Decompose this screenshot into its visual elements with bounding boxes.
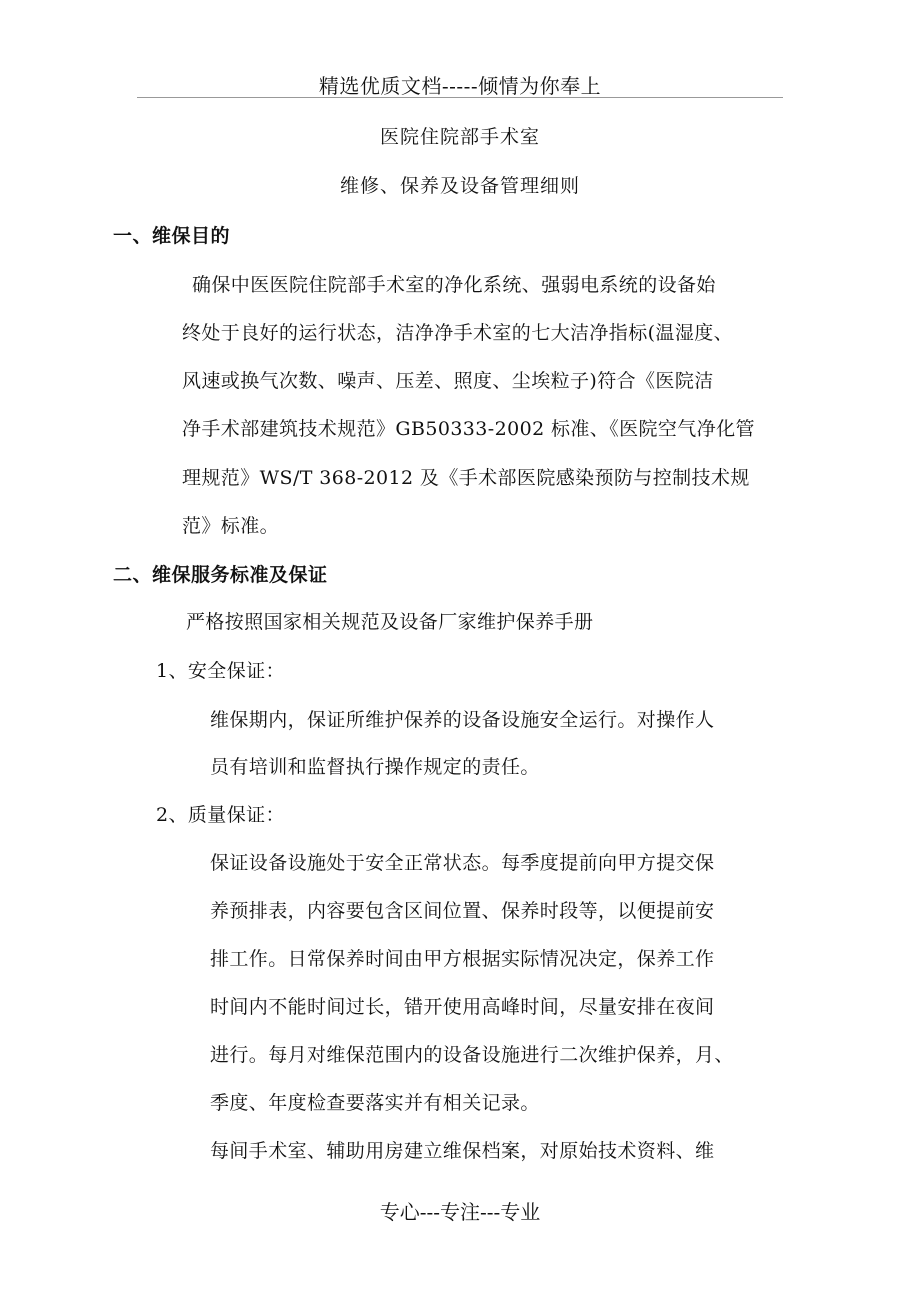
section2-heading: 二、维保服务标准及保证	[113, 564, 328, 586]
item1-label: 1、安全保证：	[156, 660, 285, 682]
item2-line: 时间内不能时间过长，错开使用高峰时间，尽量安排在夜间	[210, 996, 715, 1018]
section1-line: 理规范》WS/T 368-2012 及《手术部医院感染预防与控制技术规	[182, 467, 750, 489]
document-title-line1: 医院住院部手术室	[379, 126, 540, 148]
section1-line: 终处于良好的运行状态，洁净净手术室的七大洁净指标(温湿度、	[182, 322, 734, 344]
item1-line: 员有培训和监督执行操作规定的责任。	[210, 756, 540, 778]
item2-line: 养预排表，内容要包含区间位置、保养时段等，以便提前安	[210, 900, 715, 922]
item2-label: 2、质量保证：	[156, 804, 285, 826]
page-footer: 专心---专注---专业	[379, 1200, 541, 1224]
section1-heading: 一、维保目的	[113, 225, 231, 247]
section1-line: 确保中医医院住院部手术室的净化系统、强弱电系统的设备始	[192, 274, 716, 296]
item2-line: 每间手术室、辅助用房建立维保档案，对原始技术资料、维	[210, 1140, 715, 1162]
item2-line: 保证设备设施处于安全正常状态。每季度提前向甲方提交保	[210, 852, 715, 874]
document-title-line2: 维修、保养及设备管理细则	[339, 175, 580, 197]
item2-line: 季度、年度检查要落实并有相关记录。	[210, 1092, 540, 1114]
section1-line: 风速或换气次数、噪声、压差、照度、尘埃粒子)符合《医院洁	[182, 370, 714, 392]
section2-intro: 严格按照国家相关规范及设备厂家维护保养手册	[186, 611, 594, 633]
section1-line: 净手术部建筑技术规范》GB50333-2002 标准、《医院空气净化管	[182, 418, 755, 440]
item1-line: 维保期内，保证所维护保养的设备设施安全运行。对操作人	[210, 709, 715, 731]
header-divider	[137, 97, 783, 98]
section1-line: 范》标准。	[182, 515, 280, 537]
item2-line: 排工作。日常保养时间由甲方根据实际情况决定，保养工作	[210, 948, 715, 970]
page-header: 精选优质文档-----倾情为你奉上	[318, 74, 602, 98]
item2-line: 进行。每月对维保范围内的设备设施进行二次维护保养，月、	[210, 1044, 734, 1066]
